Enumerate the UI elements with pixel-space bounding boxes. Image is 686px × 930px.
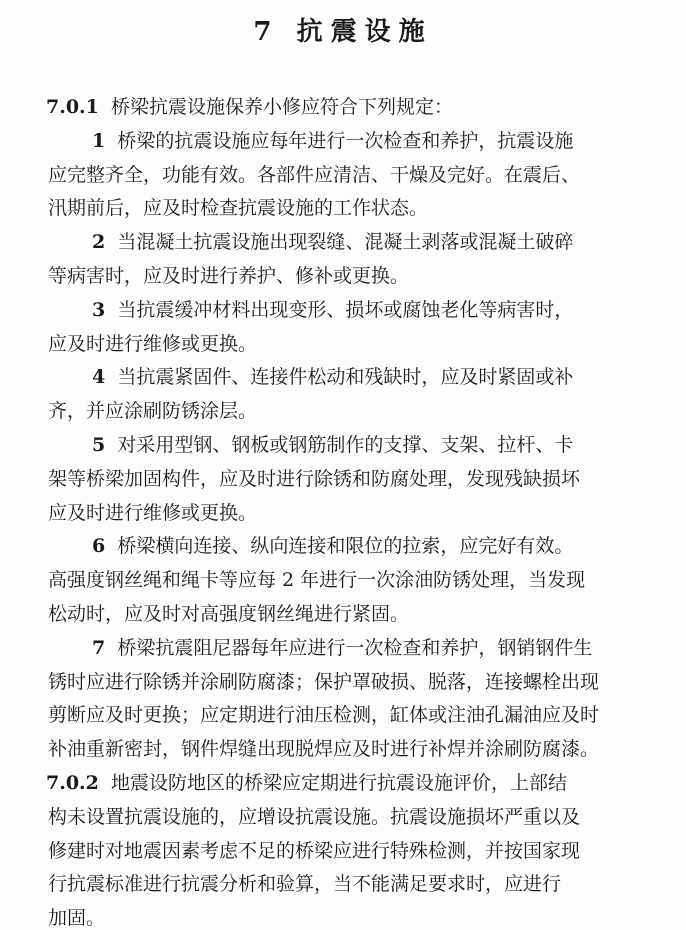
item-1-line-3: 汛期前后，应及时检查抗震设施的工作状态。: [48, 197, 429, 220]
item-number: 1: [92, 129, 106, 152]
item-1: [92, 129, 573, 153]
clause-number: 7.0.2: [46, 772, 99, 794]
item-3: [92, 298, 573, 322]
clause-number: 7.0.1: [46, 96, 99, 118]
clause-7-0-2-line-2: 构未设置抗震设施的，应增设抗震设施。抗震设施损坏严重以及: [48, 805, 581, 828]
item-6-line-3: 松动时，应及时对高强度钢丝绳进行紧固。: [48, 603, 410, 625]
item-text: 桥梁的抗震设施应每年进行一次检查和养护，抗震设施: [117, 129, 574, 152]
item-6-line-2: 高强度钢丝绳和绳卡等应每 2 年进行一次涂油防锈处理，当发现: [48, 569, 586, 592]
clause-7-0-2-line-5: 加固。: [48, 907, 106, 930]
item-text: 当抗震缓冲材料出现变形、损坏或腐蚀老化等病害时，: [117, 298, 574, 321]
clause-7-0-2-line-4: 行抗震标准进行抗震分析和验算，当不能满足要求时，应进行: [48, 873, 562, 896]
item-6: [92, 534, 573, 558]
item-7: [92, 636, 592, 660]
item-number: 7: [92, 636, 106, 659]
item-text: 对采用型钢、钢板或钢筋制作的支撑、支架、拉杆、卡: [117, 434, 574, 456]
item-4: [92, 365, 573, 389]
item-text: 桥梁横向连接、纵向连接和限位的拉索，应完好有效。: [117, 535, 574, 558]
clause-7-0-2-line-3: 修建时对地震因素考虑不足的桥梁应进行特殊检测，并按国家现: [48, 839, 581, 862]
clause-text: 桥梁抗震设施保养小修应符合下列规定：: [110, 96, 453, 118]
item-number: 6: [92, 535, 106, 558]
item-number: 2: [92, 231, 106, 254]
item-7-line-2: 锈时应进行除锈并涂刷防腐漆；保护罩破损、脱落，连接螺栓出现: [48, 670, 600, 693]
section-title: 7 抗震设施: [253, 17, 433, 47]
item-7-line-4: 补油重新密封，钢件焊缝出现脱焊应及时进行补焊并涂刷防腐漆。: [48, 738, 600, 761]
clause-text: 地震设防地区的桥梁应定期进行抗震设施评价，上部结: [110, 772, 567, 794]
item-7-line-3: 剪断应及时更换；应定期进行油压检测，缸体或注油孔漏油应及时: [48, 704, 600, 727]
item-5-line-3: 应及时进行维修或更换。: [48, 501, 258, 524]
item-3-line-2: 应及时进行维修或更换。: [48, 332, 258, 355]
item-5-line-2: 架等桥梁加固构件，应及时进行除锈和防腐处理，发现残缺损坏: [48, 467, 581, 490]
item-1-line-2: 应完整齐全，功能有效。各部件应清洁、干燥及完好。在震后、: [48, 163, 581, 186]
item-text: 桥梁抗震阻尼器每年应进行一次检查和养护，钢销钢件生: [117, 636, 593, 659]
clause-7-0-2: [46, 771, 567, 795]
item-number: 3: [92, 298, 106, 321]
item-text: 当抗震紧固件、连接件松动和残缺时，应及时紧固或补: [117, 366, 574, 389]
item-2: [92, 230, 573, 254]
item-number: 5: [92, 434, 106, 456]
item-number: 4: [92, 366, 106, 389]
item-5: [92, 433, 573, 457]
item-2-line-2: 等病害时，应及时进行养护、修补或更换。: [48, 265, 410, 287]
item-4-line-2: 齐，并应涂刷防锈涂层。: [48, 400, 258, 423]
clause-7-0-1: [46, 95, 453, 119]
item-text: 当混凝土抗震设施出现裂缝、混凝土剥落或混凝土破碎: [117, 231, 574, 254]
